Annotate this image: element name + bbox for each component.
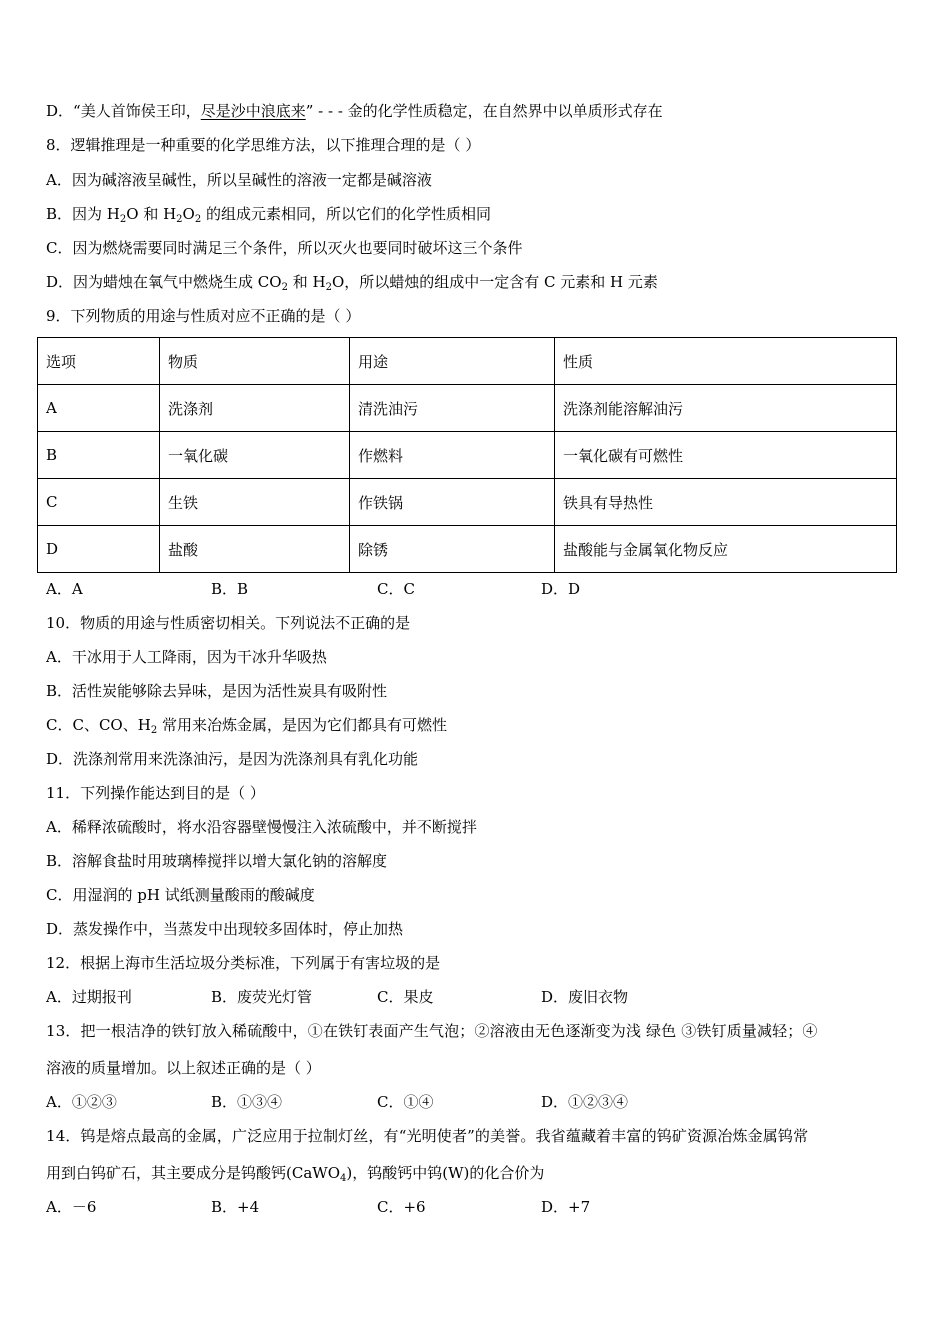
question-9-table [37,337,897,573]
question-10-option-d: D．洗涤剂常用来洗涤油污，是因为洗涤剂具有乳化功能 [46,750,419,768]
question-8-option-b: B．因为 $H_2O$ 和 $H_2O_2$ 的组成元素相同，所以它们的化学性质相同 [46,205,492,225]
table-header-cell: 选项 [38,338,160,385]
table-cell: 洗涤剂 [160,385,350,432]
table-header-cell: 性质 [555,338,897,385]
question-13-stem-line-1: 13．把一根洁净的铁钉放入稀硫酸中，①在铁钉表面产生气泡；②溶液由无色逐渐变为浅 绿色 ③铁钉质量减轻；④ [46,1022,818,1040]
table-cell: 作燃料 [350,432,555,479]
table-row [38,479,897,526]
question-8-option-d: D．因为蜡烛在氧气中燃烧生成 $CO_2$ 和 $H_2O$，所以蜡烛的组成中一定含有 C 元素和 H 元素 [46,273,658,293]
table-cell: 一氧化碳 [160,432,350,479]
question-10-stem: 10．物质的用途与性质密切相关。下列说法不正确的是 [46,614,411,632]
table-row [38,385,897,432]
question-14-stem-line-2: 用到白钨矿石，其主要成分是钨酸钙(CaWO$_4$)，钨酸钙中钨(W)的化合价为 [46,1164,545,1184]
question-13-option-b: B．①③④ [211,1093,283,1111]
question-12-option-d: D．废旧衣物 [541,988,629,1006]
table-cell: 洗涤剂能溶解油污 [555,385,897,432]
table-cell: 除锈 [350,526,555,573]
prev-question-option-d: D．“美人首饰侯王印，尽是沙中浪底来” - - - 金的化学性质稳定，在自然界中以单质形式存在 [46,102,663,120]
table-cell: D [38,526,160,573]
question-12-stem: 12．根据上海市生活垃圾分类标准，下列属于有害垃圾的是 [46,954,441,972]
question-14-option-a: A．－6 [46,1198,97,1216]
question-11-option-b: B．溶解食盐时用玻璃棒搅拌以增大氯化钠的溶解度 [46,852,388,870]
table-cell: B [38,432,160,479]
question-9-option-d: D．D [541,580,581,598]
question-10-option-c: C．C、CO、$H_2$ 常用来冶炼金属，是因为它们都具有可燃性 [46,716,447,736]
question-14-option-d: D．+7 [541,1198,591,1216]
question-13-option-c: C．①④ [377,1093,434,1111]
question-8-option-c: C．因为燃烧需要同时满足三个条件，所以灭火也要同时破坏这三个条件 [46,239,523,257]
question-13-option-a: A．①②③ [46,1093,117,1111]
table-header-row [38,338,897,385]
table-cell: 作铁锅 [350,479,555,526]
question-9-option-a: A．A [46,580,83,598]
question-9-option-c: C．C [377,580,415,598]
question-9-option-b: B．B [211,580,249,598]
question-11-option-c: C．用湿润的 pH 试纸测量酸雨的酸碱度 [46,886,315,904]
table-cell: 生铁 [160,479,350,526]
table-row [38,526,897,573]
question-13-stem-line-2: 溶液的质量增加。以上叙述正确的是（ ） [46,1059,321,1077]
question-11-option-d: D．蒸发操作中，当蒸发中出现较多固体时，停止加热 [46,920,404,938]
question-12-option-c: C．果皮 [377,988,434,1006]
question-10-option-b: B．活性炭能够除去异味，是因为活性炭具有吸附性 [46,682,388,700]
table-header-cell: 用途 [350,338,555,385]
table-cell: 铁具有导热性 [555,479,897,526]
table-cell: 盐酸能与金属氧化物反应 [555,526,897,573]
table-cell: C [38,479,160,526]
question-12-option-a: A．过期报刊 [46,988,132,1006]
question-14-stem-line-1: 14．钨是熔点最高的金属，广泛应用于拉制灯丝，有“光明使者”的美誉。我省蕴藏着丰富的钨矿资源冶炼金属钨常 [46,1127,809,1145]
question-14-option-b: B．+4 [211,1198,260,1216]
table-cell: A [38,385,160,432]
question-10-option-a: A．干冰用于人工降雨，因为干冰升华吸热 [46,648,327,666]
table-cell: 一氧化碳有可燃性 [555,432,897,479]
question-8-stem: 8．逻辑推理是一种重要的化学思维方法，以下推理合理的是（ ） [46,136,481,154]
question-13-option-d: D．①②③④ [541,1093,629,1111]
table-cell: 盐酸 [160,526,350,573]
question-12-option-b: B．废荧光灯管 [211,988,313,1006]
table-header-cell: 物质 [160,338,350,385]
question-11-option-a: A．稀释浓硫酸时，将水沿容器壁慢慢注入浓硫酸中，并不断搅拌 [46,818,477,836]
question-11-stem: 11．下列操作能达到目的是（ ） [46,784,265,802]
question-8-option-a: A．因为碱溶液呈碱性，所以呈碱性的溶液一定都是碱溶液 [46,171,432,189]
question-9-stem: 9．下列物质的用途与性质对应不正确的是（ ） [46,307,361,325]
question-14-option-c: C．+6 [377,1198,426,1216]
table-cell: 清洗油污 [350,385,555,432]
table-row [38,432,897,479]
